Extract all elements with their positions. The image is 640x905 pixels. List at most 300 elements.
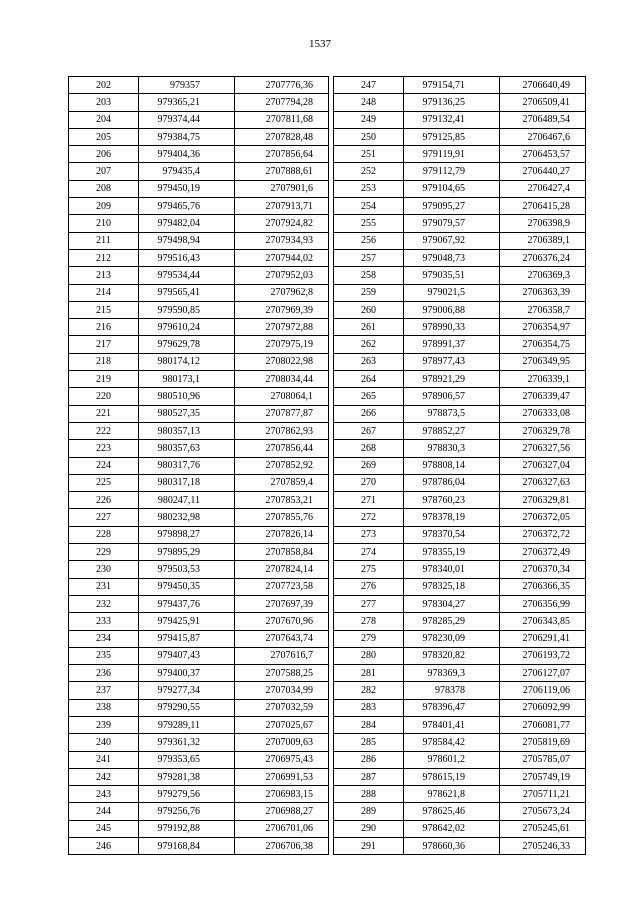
point-number-cell: 234 (69, 630, 139, 647)
point-number-cell: 210 (69, 215, 139, 232)
point-number-cell: 228 (69, 526, 139, 543)
y-coordinate-cell: 2708034,44 (235, 371, 329, 388)
y-coordinate-cell: 2706701,06 (235, 820, 329, 837)
point-number-cell: 264 (334, 371, 404, 388)
point-number-cell: 268 (334, 440, 404, 457)
y-coordinate-cell: 2707975,19 (235, 336, 329, 353)
point-number-cell: 263 (334, 353, 404, 370)
x-coordinate-cell: 978378,19 (404, 509, 500, 526)
x-coordinate-cell: 978830,3 (404, 440, 500, 457)
table-row (334, 128, 586, 145)
y-coordinate-cell: 2706398,9 (500, 215, 586, 232)
y-coordinate-cell: 2706127,07 (500, 665, 586, 682)
x-coordinate-cell: 979425,91 (139, 613, 235, 630)
point-number-cell: 205 (69, 128, 139, 145)
x-coordinate-cell: 979374,44 (139, 111, 235, 128)
point-number-cell: 219 (69, 371, 139, 388)
x-coordinate-cell: 979279,56 (139, 786, 235, 803)
y-coordinate-cell: 2706339,1 (500, 371, 586, 388)
point-number-cell: 240 (69, 734, 139, 751)
x-coordinate-cell: 979154,71 (404, 77, 500, 94)
point-number-cell: 259 (334, 284, 404, 301)
x-coordinate-cell: 979435,4 (139, 163, 235, 180)
table-row (334, 301, 586, 318)
y-coordinate-cell: 2706343,85 (500, 613, 586, 630)
table-row (69, 595, 329, 612)
point-number-cell: 291 (334, 838, 404, 855)
y-coordinate-cell: 2707828,48 (235, 128, 329, 145)
point-number-cell: 287 (334, 768, 404, 785)
table-row (69, 440, 329, 457)
table-row (334, 146, 586, 163)
x-coordinate-cell: 979407,43 (139, 647, 235, 664)
y-coordinate-cell: 2707858,84 (235, 544, 329, 561)
y-coordinate-cell: 2707588,25 (235, 665, 329, 682)
table-row (334, 820, 586, 837)
x-coordinate-cell: 979465,76 (139, 198, 235, 215)
x-coordinate-cell: 978320,82 (404, 647, 500, 664)
x-coordinate-cell: 978642,02 (404, 820, 500, 837)
y-coordinate-cell: 2706706,38 (235, 838, 329, 855)
y-coordinate-cell: 2707853,21 (235, 492, 329, 509)
y-coordinate-cell: 2706427,4 (500, 180, 586, 197)
x-coordinate-cell: 979277,34 (139, 682, 235, 699)
point-number-cell: 245 (69, 820, 139, 837)
table-row (334, 509, 586, 526)
x-coordinate-cell: 978990,33 (404, 319, 500, 336)
table-row (334, 198, 586, 215)
point-number-cell: 247 (334, 77, 404, 94)
x-coordinate-cell: 978852,27 (404, 422, 500, 439)
point-number-cell: 241 (69, 751, 139, 768)
table-row (334, 578, 586, 595)
y-coordinate-cell: 2707032,59 (235, 699, 329, 716)
table-row (69, 267, 329, 284)
point-number-cell: 217 (69, 336, 139, 353)
y-coordinate-cell: 2706366,35 (500, 578, 586, 595)
table-row (69, 544, 329, 561)
table-row (334, 665, 586, 682)
point-number-cell: 208 (69, 180, 139, 197)
x-coordinate-cell: 978660,36 (404, 838, 500, 855)
point-number-cell: 202 (69, 77, 139, 94)
table-row (69, 613, 329, 630)
x-coordinate-cell: 979104,65 (404, 180, 500, 197)
y-coordinate-cell: 2707888,61 (235, 163, 329, 180)
point-number-cell: 237 (69, 682, 139, 699)
point-number-cell: 271 (334, 492, 404, 509)
table-row (334, 526, 586, 543)
x-coordinate-cell: 979192,88 (139, 820, 235, 837)
table-row (69, 336, 329, 353)
table-row (69, 284, 329, 301)
y-coordinate-cell: 2706333,08 (500, 405, 586, 422)
x-coordinate-cell: 980527,35 (139, 405, 235, 422)
table-row (334, 647, 586, 664)
table-row (334, 353, 586, 370)
point-number-cell: 236 (69, 665, 139, 682)
y-coordinate-cell: 2706453,57 (500, 146, 586, 163)
point-number-cell: 216 (69, 319, 139, 336)
table-row (69, 786, 329, 803)
y-coordinate-cell: 2707025,67 (235, 716, 329, 733)
point-number-cell: 246 (69, 838, 139, 855)
y-coordinate-cell: 2707776,36 (235, 77, 329, 94)
point-number-cell: 235 (69, 647, 139, 664)
y-coordinate-cell: 2706329,78 (500, 422, 586, 439)
point-number-cell: 285 (334, 734, 404, 751)
x-coordinate-cell: 978760,23 (404, 492, 500, 509)
y-coordinate-cell: 2706327,63 (500, 474, 586, 491)
y-coordinate-cell: 2706356,99 (500, 595, 586, 612)
y-coordinate-cell: 2706119,06 (500, 682, 586, 699)
x-coordinate-cell: 979095,27 (404, 198, 500, 215)
y-coordinate-cell: 2707856,64 (235, 146, 329, 163)
y-coordinate-cell: 2706327,56 (500, 440, 586, 457)
x-coordinate-cell: 979565,41 (139, 284, 235, 301)
y-coordinate-cell: 2706329,81 (500, 492, 586, 509)
x-coordinate-cell: 978340,01 (404, 561, 500, 578)
table-row (69, 94, 329, 111)
table-row (334, 613, 586, 630)
table-row (69, 838, 329, 855)
table-row (334, 786, 586, 803)
table-row (334, 163, 586, 180)
x-coordinate-cell: 980357,63 (139, 440, 235, 457)
table-row (334, 838, 586, 855)
point-number-cell: 209 (69, 198, 139, 215)
x-coordinate-cell: 979353,65 (139, 751, 235, 768)
y-coordinate-cell: 2706327,04 (500, 457, 586, 474)
y-coordinate-cell: 2707009,63 (235, 734, 329, 751)
y-coordinate-cell: 2707924,82 (235, 215, 329, 232)
x-coordinate-cell: 978355,19 (404, 544, 500, 561)
y-coordinate-cell: 2706983,15 (235, 786, 329, 803)
y-coordinate-cell: 2706081,77 (500, 716, 586, 733)
point-number-cell: 277 (334, 595, 404, 612)
x-coordinate-cell: 979079,57 (404, 215, 500, 232)
y-coordinate-cell: 2708064,1 (235, 388, 329, 405)
point-number-cell: 267 (334, 422, 404, 439)
point-number-cell: 226 (69, 492, 139, 509)
x-coordinate-cell: 979365,21 (139, 94, 235, 111)
y-coordinate-cell: 2706092,99 (500, 699, 586, 716)
point-number-cell: 281 (334, 665, 404, 682)
point-number-cell: 261 (334, 319, 404, 336)
point-number-cell: 279 (334, 630, 404, 647)
point-number-cell: 249 (334, 111, 404, 128)
x-coordinate-cell: 979256,76 (139, 803, 235, 820)
point-number-cell: 242 (69, 768, 139, 785)
table-row (69, 699, 329, 716)
point-number-cell: 283 (334, 699, 404, 716)
table-row (69, 647, 329, 664)
point-number-cell: 232 (69, 595, 139, 612)
point-number-cell: 260 (334, 301, 404, 318)
x-coordinate-cell: 979357 (139, 77, 235, 94)
point-number-cell: 212 (69, 249, 139, 266)
y-coordinate-cell: 2707855,76 (235, 509, 329, 526)
table-row (69, 803, 329, 820)
y-coordinate-cell: 2706372,49 (500, 544, 586, 561)
x-coordinate-cell: 980317,76 (139, 457, 235, 474)
point-number-cell: 266 (334, 405, 404, 422)
table-row (334, 405, 586, 422)
table-row (334, 267, 586, 284)
x-coordinate-cell: 979119,91 (404, 146, 500, 163)
x-coordinate-cell: 979281,38 (139, 768, 235, 785)
table-row (334, 422, 586, 439)
table-row (69, 319, 329, 336)
table-row (69, 111, 329, 128)
table-row (69, 163, 329, 180)
y-coordinate-cell: 2708022,98 (235, 353, 329, 370)
x-coordinate-cell: 978621,8 (404, 786, 500, 803)
point-number-cell: 275 (334, 561, 404, 578)
y-coordinate-cell: 2705245,61 (500, 820, 586, 837)
x-coordinate-cell: 979290,55 (139, 699, 235, 716)
y-coordinate-cell: 2707697,39 (235, 595, 329, 612)
x-coordinate-cell: 978584,42 (404, 734, 500, 751)
x-coordinate-cell: 978396,47 (404, 699, 500, 716)
x-coordinate-cell: 980247,11 (139, 492, 235, 509)
table-row (69, 474, 329, 491)
table-row (69, 232, 329, 249)
table-row (69, 630, 329, 647)
table-row (69, 734, 329, 751)
table-row (69, 405, 329, 422)
point-number-cell: 204 (69, 111, 139, 128)
x-coordinate-cell: 978808,14 (404, 457, 500, 474)
point-number-cell: 227 (69, 509, 139, 526)
x-coordinate-cell: 978991,37 (404, 336, 500, 353)
table-row (334, 94, 586, 111)
point-number-cell: 203 (69, 94, 139, 111)
y-coordinate-cell: 2707794,28 (235, 94, 329, 111)
y-coordinate-cell: 2707972,88 (235, 319, 329, 336)
table-row (334, 751, 586, 768)
table-row (69, 77, 329, 94)
point-number-cell: 284 (334, 716, 404, 733)
y-coordinate-cell: 2707034,99 (235, 682, 329, 699)
point-number-cell: 269 (334, 457, 404, 474)
x-coordinate-cell: 978906,57 (404, 388, 500, 405)
table-row (69, 578, 329, 595)
point-number-cell: 238 (69, 699, 139, 716)
x-coordinate-cell: 979898,27 (139, 526, 235, 543)
y-coordinate-cell: 2706372,72 (500, 526, 586, 543)
x-coordinate-cell: 979048,73 (404, 249, 500, 266)
y-coordinate-cell: 2707670,96 (235, 613, 329, 630)
point-number-cell: 278 (334, 613, 404, 630)
point-number-cell: 280 (334, 647, 404, 664)
table-row (334, 561, 586, 578)
x-coordinate-cell: 978921,29 (404, 371, 500, 388)
table-row (69, 820, 329, 837)
y-coordinate-cell: 2706489,54 (500, 111, 586, 128)
table-row (69, 716, 329, 733)
y-coordinate-cell: 2707934,93 (235, 232, 329, 249)
table-row (69, 146, 329, 163)
y-coordinate-cell: 2707856,44 (235, 440, 329, 457)
x-coordinate-cell: 978625,46 (404, 803, 500, 820)
y-coordinate-cell: 2706640,49 (500, 77, 586, 94)
point-number-cell: 213 (69, 267, 139, 284)
x-coordinate-cell: 979610,24 (139, 319, 235, 336)
x-coordinate-cell: 979400,37 (139, 665, 235, 682)
x-coordinate-cell: 979503,53 (139, 561, 235, 578)
table-row (334, 319, 586, 336)
y-coordinate-cell: 2707859,4 (235, 474, 329, 491)
point-number-cell: 225 (69, 474, 139, 491)
table-row (334, 682, 586, 699)
table-row (334, 336, 586, 353)
point-number-cell: 229 (69, 544, 139, 561)
x-coordinate-cell: 978325,18 (404, 578, 500, 595)
x-coordinate-cell: 980510,96 (139, 388, 235, 405)
y-coordinate-cell: 2706389,1 (500, 232, 586, 249)
point-number-cell: 222 (69, 422, 139, 439)
x-coordinate-cell: 980357,13 (139, 422, 235, 439)
table-row (334, 388, 586, 405)
table-row (69, 128, 329, 145)
x-coordinate-cell: 979361,32 (139, 734, 235, 751)
x-coordinate-cell: 979498,94 (139, 232, 235, 249)
point-number-cell: 244 (69, 803, 139, 820)
table-row (69, 492, 329, 509)
y-coordinate-cell: 2706988,27 (235, 803, 329, 820)
table-row (334, 474, 586, 491)
point-number-cell: 207 (69, 163, 139, 180)
x-coordinate-cell: 979132,41 (404, 111, 500, 128)
table-row (69, 371, 329, 388)
point-number-cell: 272 (334, 509, 404, 526)
y-coordinate-cell: 2706354,97 (500, 319, 586, 336)
y-coordinate-cell: 2706339,47 (500, 388, 586, 405)
x-coordinate-cell: 979450,35 (139, 578, 235, 595)
x-coordinate-cell: 979006,88 (404, 301, 500, 318)
y-coordinate-cell: 2707643,74 (235, 630, 329, 647)
y-coordinate-cell: 2706467,6 (500, 128, 586, 145)
point-number-cell: 286 (334, 751, 404, 768)
y-coordinate-cell: 2707723,58 (235, 578, 329, 595)
table-row (69, 561, 329, 578)
point-number-cell: 251 (334, 146, 404, 163)
x-coordinate-cell: 980174,12 (139, 353, 235, 370)
x-coordinate-cell: 979450,19 (139, 180, 235, 197)
x-coordinate-cell: 978369,3 (404, 665, 500, 682)
x-coordinate-cell: 979021,5 (404, 284, 500, 301)
x-coordinate-cell: 979415,87 (139, 630, 235, 647)
table-row (334, 768, 586, 785)
point-number-cell: 250 (334, 128, 404, 145)
point-number-cell: 221 (69, 405, 139, 422)
coordinates-table-left (68, 76, 329, 855)
x-coordinate-cell: 978304,27 (404, 595, 500, 612)
point-number-cell: 223 (69, 440, 139, 457)
point-number-cell: 253 (334, 180, 404, 197)
table-row (69, 457, 329, 474)
y-coordinate-cell: 2707824,14 (235, 561, 329, 578)
table-row (69, 249, 329, 266)
x-coordinate-cell: 979136,25 (404, 94, 500, 111)
y-coordinate-cell: 2706975,43 (235, 751, 329, 768)
x-coordinate-cell: 978786,04 (404, 474, 500, 491)
y-coordinate-cell: 2707811,68 (235, 111, 329, 128)
point-number-cell: 231 (69, 578, 139, 595)
table-row (334, 595, 586, 612)
y-coordinate-cell: 2706509,41 (500, 94, 586, 111)
point-number-cell: 282 (334, 682, 404, 699)
table-row (69, 215, 329, 232)
point-number-cell: 255 (334, 215, 404, 232)
x-coordinate-cell: 979437,76 (139, 595, 235, 612)
y-coordinate-cell: 2707969,39 (235, 301, 329, 318)
point-number-cell: 276 (334, 578, 404, 595)
table-row (69, 180, 329, 197)
table-row (69, 526, 329, 543)
x-coordinate-cell: 979168,84 (139, 838, 235, 855)
table-row (69, 422, 329, 439)
y-coordinate-cell: 2705785,07 (500, 751, 586, 768)
y-coordinate-cell: 2707852,92 (235, 457, 329, 474)
table-row (334, 803, 586, 820)
x-coordinate-cell: 979035,51 (404, 267, 500, 284)
point-number-cell: 290 (334, 820, 404, 837)
point-number-cell: 257 (334, 249, 404, 266)
x-coordinate-cell: 979125,85 (404, 128, 500, 145)
x-coordinate-cell: 978378 (404, 682, 500, 699)
y-coordinate-cell: 2707826,14 (235, 526, 329, 543)
table-row (334, 111, 586, 128)
point-number-cell: 273 (334, 526, 404, 543)
x-coordinate-cell: 979404,36 (139, 146, 235, 163)
point-number-cell: 248 (334, 94, 404, 111)
table-row (69, 353, 329, 370)
point-number-cell: 220 (69, 388, 139, 405)
y-coordinate-cell: 2705673,24 (500, 803, 586, 820)
table-row (334, 77, 586, 94)
table-row (69, 682, 329, 699)
y-coordinate-cell: 2707862,93 (235, 422, 329, 439)
table-row (69, 388, 329, 405)
coordinates-table-right (333, 76, 586, 855)
table-row (69, 768, 329, 785)
table-row (334, 492, 586, 509)
point-number-cell: 218 (69, 353, 139, 370)
x-coordinate-cell: 979516,43 (139, 249, 235, 266)
y-coordinate-cell: 2707877,87 (235, 405, 329, 422)
table-row (334, 249, 586, 266)
table-row (334, 716, 586, 733)
x-coordinate-cell: 978873,5 (404, 405, 500, 422)
point-number-cell: 254 (334, 198, 404, 215)
x-coordinate-cell: 978230,09 (404, 630, 500, 647)
x-coordinate-cell: 978401,41 (404, 716, 500, 733)
page-number: 1537 (309, 38, 331, 50)
table-row (334, 232, 586, 249)
point-number-cell: 224 (69, 457, 139, 474)
point-number-cell: 233 (69, 613, 139, 630)
x-coordinate-cell: 979629,78 (139, 336, 235, 353)
table-row (69, 665, 329, 682)
y-coordinate-cell: 2705819,69 (500, 734, 586, 751)
y-coordinate-cell: 2706370,34 (500, 561, 586, 578)
point-number-cell: 230 (69, 561, 139, 578)
y-coordinate-cell: 2706363,39 (500, 284, 586, 301)
y-coordinate-cell: 2706349,95 (500, 353, 586, 370)
x-coordinate-cell: 980173,1 (139, 371, 235, 388)
